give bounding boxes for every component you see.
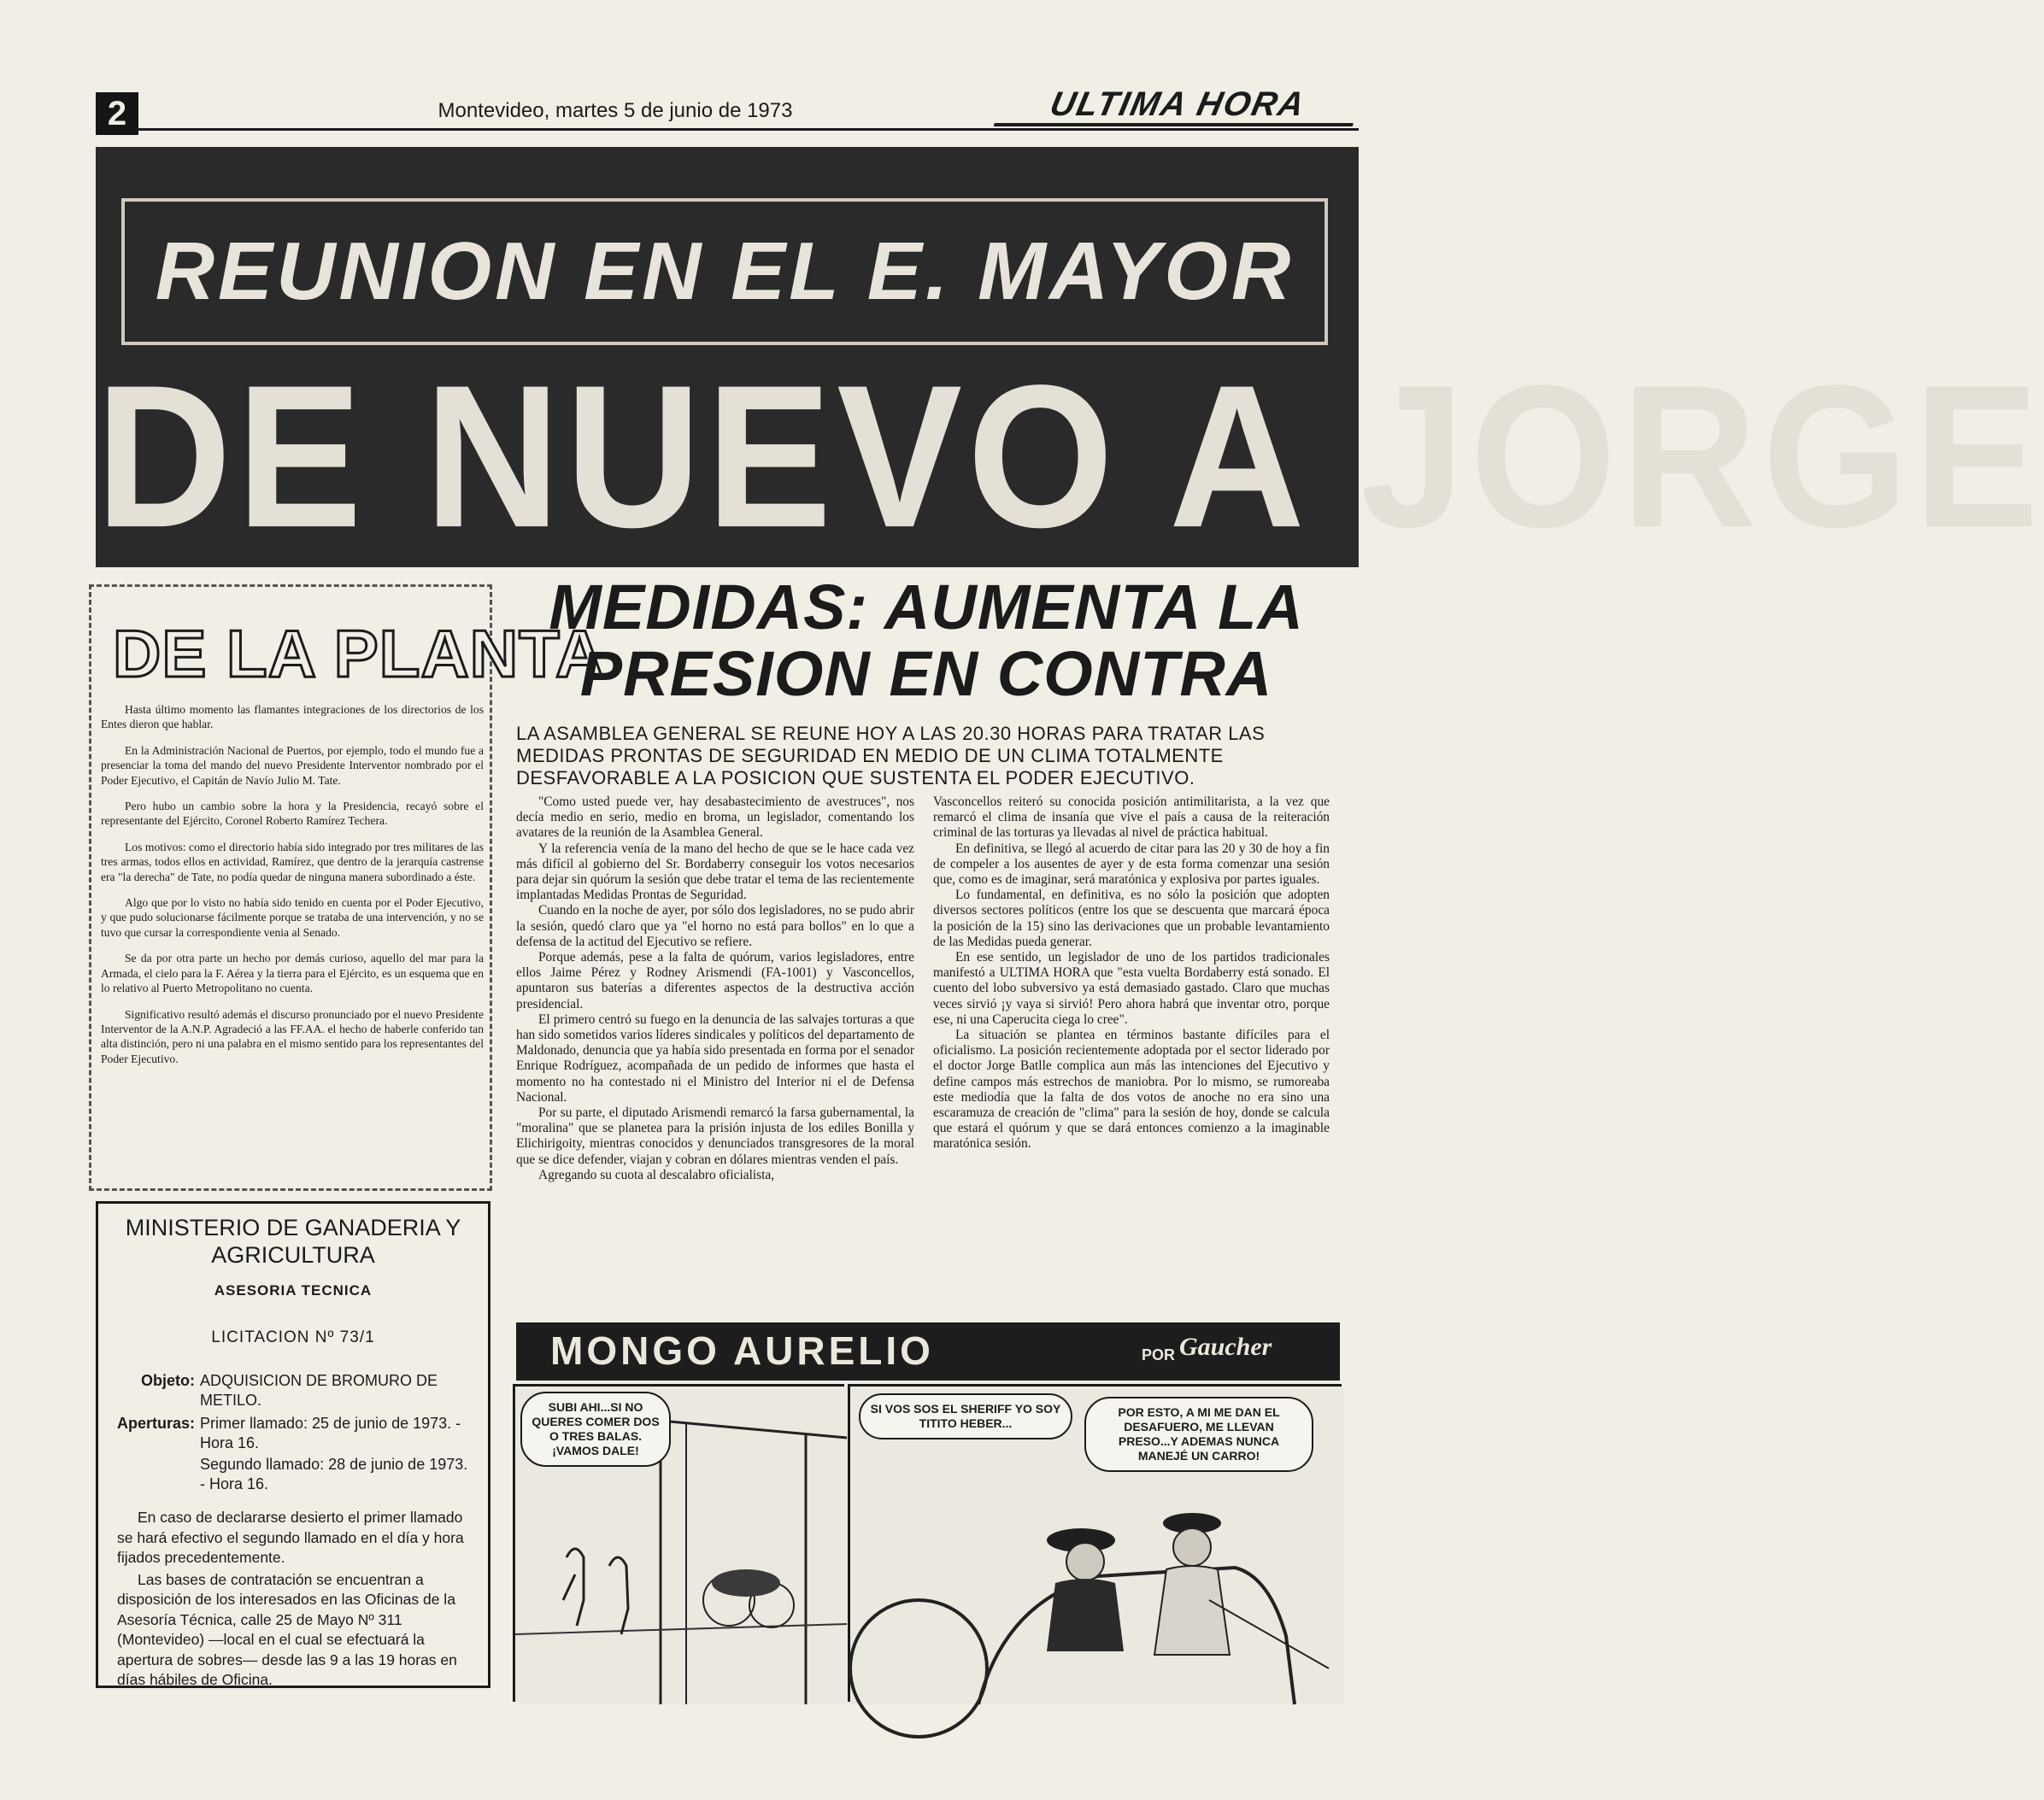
article-paragraph: Y la referencia venía de la mano del hecho de que se le hace cada vez más difícil al gobierno del Sr. Bordaberry conseguir los votos necesarios para dejar sin quórum la sesión que debe tratar el tema de las recientemente implantadas Medidas Prontas de Seguridad. <box>516 841 914 903</box>
planta-paragraph: Hasta último momento las flamantes integraciones de los directorios de los Entes dieron que hablar. <box>101 703 484 731</box>
comic-panel-2 <box>848 1384 1342 1702</box>
ministerio-notice <box>96 1201 490 1688</box>
speech-bubble-3: POR ESTO, A MI ME DAN EL DESAFUERO, ME LLEVAN PRESO...Y ADEMAS NUNCA MANEJÉ UN CARRO! <box>1084 1397 1313 1472</box>
ministerio-paragraph: En caso de declararse desierto el primer llamado se hará efectivo el segundo llamado en el día y hora fijados precedentemente. <box>117 1509 464 1566</box>
article-column-2 <box>933 794 1330 1152</box>
objeto-label: Objeto: <box>141 1372 195 1389</box>
planta-paragraph: Los motivos: como el directorio había sido integrado por tres militares de las tres armas, todos ellos en actividad, Ramírez, que dentro de la jerarquía castrense era "la derecha" de Tate, no podía quedar de ninguna manera subordinado a éste. <box>101 840 484 883</box>
ministerio-subtitle: ASESORIA TECNICA <box>214 1282 373 1299</box>
header-rule <box>137 128 1359 131</box>
aperturas-first: Primer llamado: 25 de junio de 1973. - Hora 16. <box>200 1415 461 1451</box>
speech-bubble-2: SI VOS SOS EL SHERIFF YO SOY TITITO HEBER... <box>859 1393 1072 1439</box>
aperturas-label: Aperturas: <box>116 1415 195 1432</box>
aperturas-row <box>114 1414 481 1453</box>
aperturas-second: Segundo llamado: 28 de junio de 1973. - Hora 16. <box>200 1456 468 1492</box>
planta-paragraph: En la Administración Nacional de Puertos, por ejemplo, todo el mundo fue a presenciar la toma del mando del nuevo Presidente Interventor nombrado por el Poder Ejecutivo, el Capitán de Navío Julio M. Tate. <box>101 743 484 787</box>
comic-title: MONGO AURELIO <box>550 1328 934 1373</box>
licitacion-number: LICITACION Nº 73/1 <box>211 1328 375 1346</box>
article-paragraph: Porque además, pese a la falta de quórum, varios legisladores, entre ellos Jaime Pérez y Rodney Arismendi (FA-1001) y Vasconcellos, apuntaron sus baterías a diferentes aspectos de la destructiva acción presidencial. <box>516 950 914 1011</box>
masthead-logo: ULTIMA HORA <box>994 85 1361 126</box>
dateline: Montevideo, martes 5 de junio de 1973 <box>438 99 793 122</box>
article-paragraph: La situación se plantea en términos bastante difíciles para el oficialismo. La posición recientemente adoptada por el sector liderado por el doctor Jorge Batlle complica aun más las intenciones del Ejecutivo y define campos más estrechos de maniobra. Por lo mismo, se rumoreaba este mediodía que la falta de dos votos de anoche no era sino una escaramuza de creación de "clima" para la sesión de hoy, donde se calcula que estará el quórum y que se dará entonces comienzo a la imaginable maratónica sesión. <box>933 1028 1330 1152</box>
article-headline: MEDIDAS: AUMENTA LA PRESION EN CONTRA <box>549 572 1304 709</box>
article-paragraph: El primero centró su fuego en la denuncia de las salvajes torturas a que han sido sometidos varios líderes sindicales y políticos del departamento de Maldonado, denuncia que ya había sido presentada en forma por el senador Enrique Rodríguez, acompañada de un pedido de informes que hasta el momento no ha contestado ni el Ministro del Interior ni el de Defensa Nacional. <box>516 1011 914 1105</box>
article-paragraph: "Como usted puede ver, hay desabastecimiento de avestruces", nos decía medio en serio, medio en broma, un legislador, comentando los avatares de la reunión de la Asamblea General. <box>516 794 914 841</box>
page-number: 2 <box>96 92 138 135</box>
headline-frame <box>121 198 1328 345</box>
headline-line1: REUNION EN EL E. MAYOR <box>155 226 1295 317</box>
ministerio-title: MINISTERIO DE GANADERIA Y AGRICULTURA <box>125 1215 461 1268</box>
article-paragraph: Cuando en la noche de ayer, por sólo dos legisladores, no se pudo abrir la sesión, quedó claro que ya "el horno no está para bollos" en lo que a defensa de la actitud del Ejecutivo se refiere. <box>516 903 914 949</box>
article-column-1 <box>516 794 914 1183</box>
planta-body <box>101 702 484 1077</box>
article-paragraph: En definitiva, se llegó al acuerdo de citar para las 20 y 30 de hoy a fin de compeler a los ausentes de ayer y de esta forma comenzar una sesión que, como es de imaginar, será maratónica y explosiva por partes iguales. <box>933 841 1330 888</box>
planta-title: DE LA PLANTA <box>113 616 605 691</box>
planta-paragraph: Pero hubo un cambio sobre la hora y la Presidencia, recayó sobre el representante del Ejército, Coronel Roberto Ramírez Techera. <box>101 800 484 828</box>
headline-line2: DE NUEVO A JORGE <box>96 343 2044 570</box>
planta-paragraph: Algo que por lo visto no había sido tenido en cuenta por el Poder Ejecutivo, y que pudo solucionarse fácilmente porque se trataba de una intervención, y no se tuvo que cursar la correspondiente venia al Senado. <box>101 896 484 939</box>
objeto-row <box>114 1371 481 1410</box>
ministerio-text <box>117 1508 476 1692</box>
comic-por-label: POR <box>1142 1346 1176 1363</box>
article-paragraph: Por su parte, el diputado Arismendi remarcó la farsa gubernamental, la "moralina" que se planetea para la prisión injusta de los ediles Bonilla y Elichirigoity, mientras conocidos y denunciados transgresores de la moral que se dice defender, viajan y cobran en dólares mientras venden el país. <box>516 1105 914 1167</box>
article-paragraph: En ese sentido, un legislador de uno de los partidos tradicionales manifestó a ULTIMA HORA que "esta vuelta Bordaberry está sonado. El cuento del lobo subversivo ya está demasiado gastado. Claro que muchas veces sirvió ¡y vaya si sirvió! Pero ahora habrá que inventar otro, porque ese, ni una Caperucita ciega lo cree". <box>933 950 1330 1027</box>
article-paragraph: Agregando su cuota al descalabro oficialista, <box>538 1167 775 1182</box>
aperturas-row-2 <box>114 1455 481 1494</box>
speech-bubble-1: SUBI AHI...SI NO QUERES COMER DOS O TRES BALAS. ¡VAMOS DALE! <box>520 1392 671 1467</box>
article-paragraph: Lo fundamental, en definitiva, es no sólo la posición que adopten diversos sectores políticos (entre los que se descuenta que marcará época la posición de la 15) sino las derivaciones que un probable levantamiento de las Medidas pueda generar. <box>933 888 1330 949</box>
article-paragraph: Vasconcellos reiteró su conocida posición antimilitarista, a la vez que remarcó el clima de insanía que vive el país a causa de la reiteración criminal de las torturas ya llevadas al nivel de práctica habitual. <box>933 794 1330 841</box>
objeto-value: ADQUISICION DE BROMURO DE METILO. <box>200 1372 438 1409</box>
planta-paragraph: Se da por otra parte un hecho por demás curioso, aquello del mar para la Armada, el cielo para la F. Aérea y la tierra para el Ejército, es un esquema que en lo relativo al Puerto Metropolitano no cuenta. <box>101 952 484 995</box>
article-subhead: LA ASAMBLEA GENERAL SE REUNE HOY A LAS 20.30 HORAS PARA TRATAR LAS MEDIDAS PRONTAS DE SEGURIDAD EN MEDIO DE UN CLIMA TOTALMENTE DESFAVORABLE A LA POSICION QUE SUSTENTA EL PODER EJECUTIVO. <box>516 723 1266 789</box>
ministerio-paragraph: Las bases de contratación se encuentran a disposición de los interesados en las Oficinas de la Asesoría Técnica, calle 25 de Mayo Nº 311 (Montevideo) —local en el cual se efectuará la apertura de sobres— desde las 9 a las 19 horas en días hábiles de Oficina. <box>117 1570 457 1688</box>
comic-panel-1 <box>513 1384 844 1702</box>
comic-author-signature: Gaucher <box>1179 1333 1272 1361</box>
planta-paragraph: Significativo resultó además el discurso pronunciado por el nuevo Presidente Interventor de la A.N.P. Agradeció a las FF.AA. el hecho de haberle conferido tan alta distinción, pero ni una palabra en el mismo sentido para los representantes del Poder Ejecutivo. <box>101 1007 484 1065</box>
